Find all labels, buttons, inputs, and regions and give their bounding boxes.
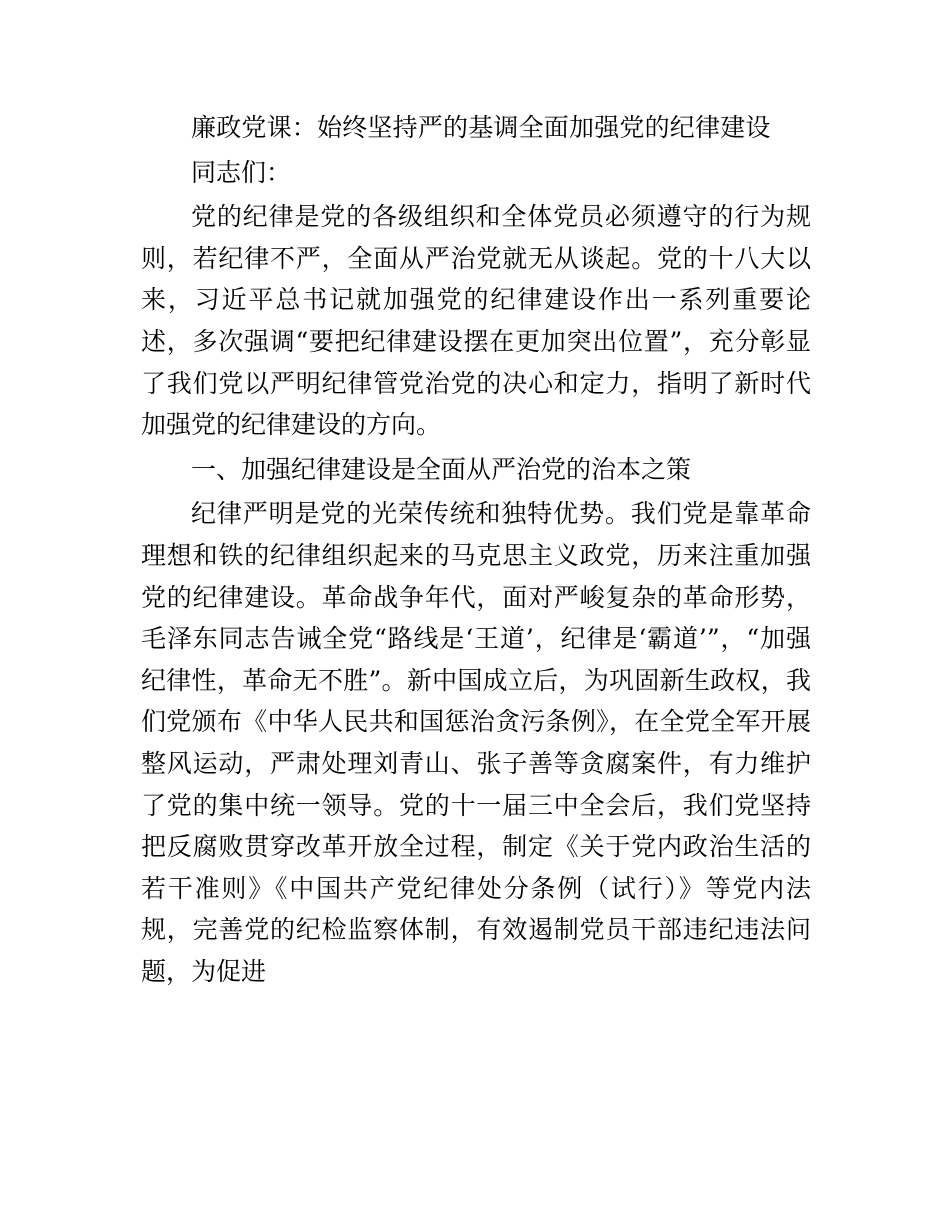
section-heading-1: 一、加强纪律建设是全面从严治党的治本之策: [191, 454, 692, 484]
paragraph-intro: 党的纪律是党的各级组织和全体党员必须遵守的行为规则，若纪律不严，全面从严治党就无从谈起。党的十八大以来，习近平总书记就加强党的纪律建设作出一系列重要论述，多次强调“要把纪律建设摆在更加突出位置”，充分彰显了我们党以严明纪律管党治党的决心和定力，指明了新时代加强党的纪律建设的方向。: [141, 202, 811, 440]
document-title: 廉政党课：始终坚持严的基调全面加强党的纪律建设: [191, 113, 771, 142]
document-body: [141, 107, 811, 995]
salutation: 同志们：: [191, 157, 292, 187]
paragraph-section-1: 纪律严明是党的光荣传统和独特优势。我们党是靠革命理想和铁的纪律组织起来的马克思主义政党，历来注重加强党的纪律建设。革命战争年代，面对严峻复杂的革命形势，毛泽东同志告诫全党“路线是‘王道’，纪律是‘霸道’”，“加强纪律性，革命无不胜”。新中国成立后，为巩固新生政权，我们党颁布《中华人民共和国惩治贪污条例》，在全党全军开展整风运动，严肃处理刘青山、张子善等贪腐案件，有力维护了党的集中统一领导。党的十一届三中全会后，我们党坚持把反腐败贯穿改革开放全过程，制定《关于党内政治生活的若干准则》《中国共产党纪律处分条例（试行）》等党内法规，完善党的纪检监察体制，有效遏制党员干部违纪违法问题，为促进: [141, 499, 811, 986]
